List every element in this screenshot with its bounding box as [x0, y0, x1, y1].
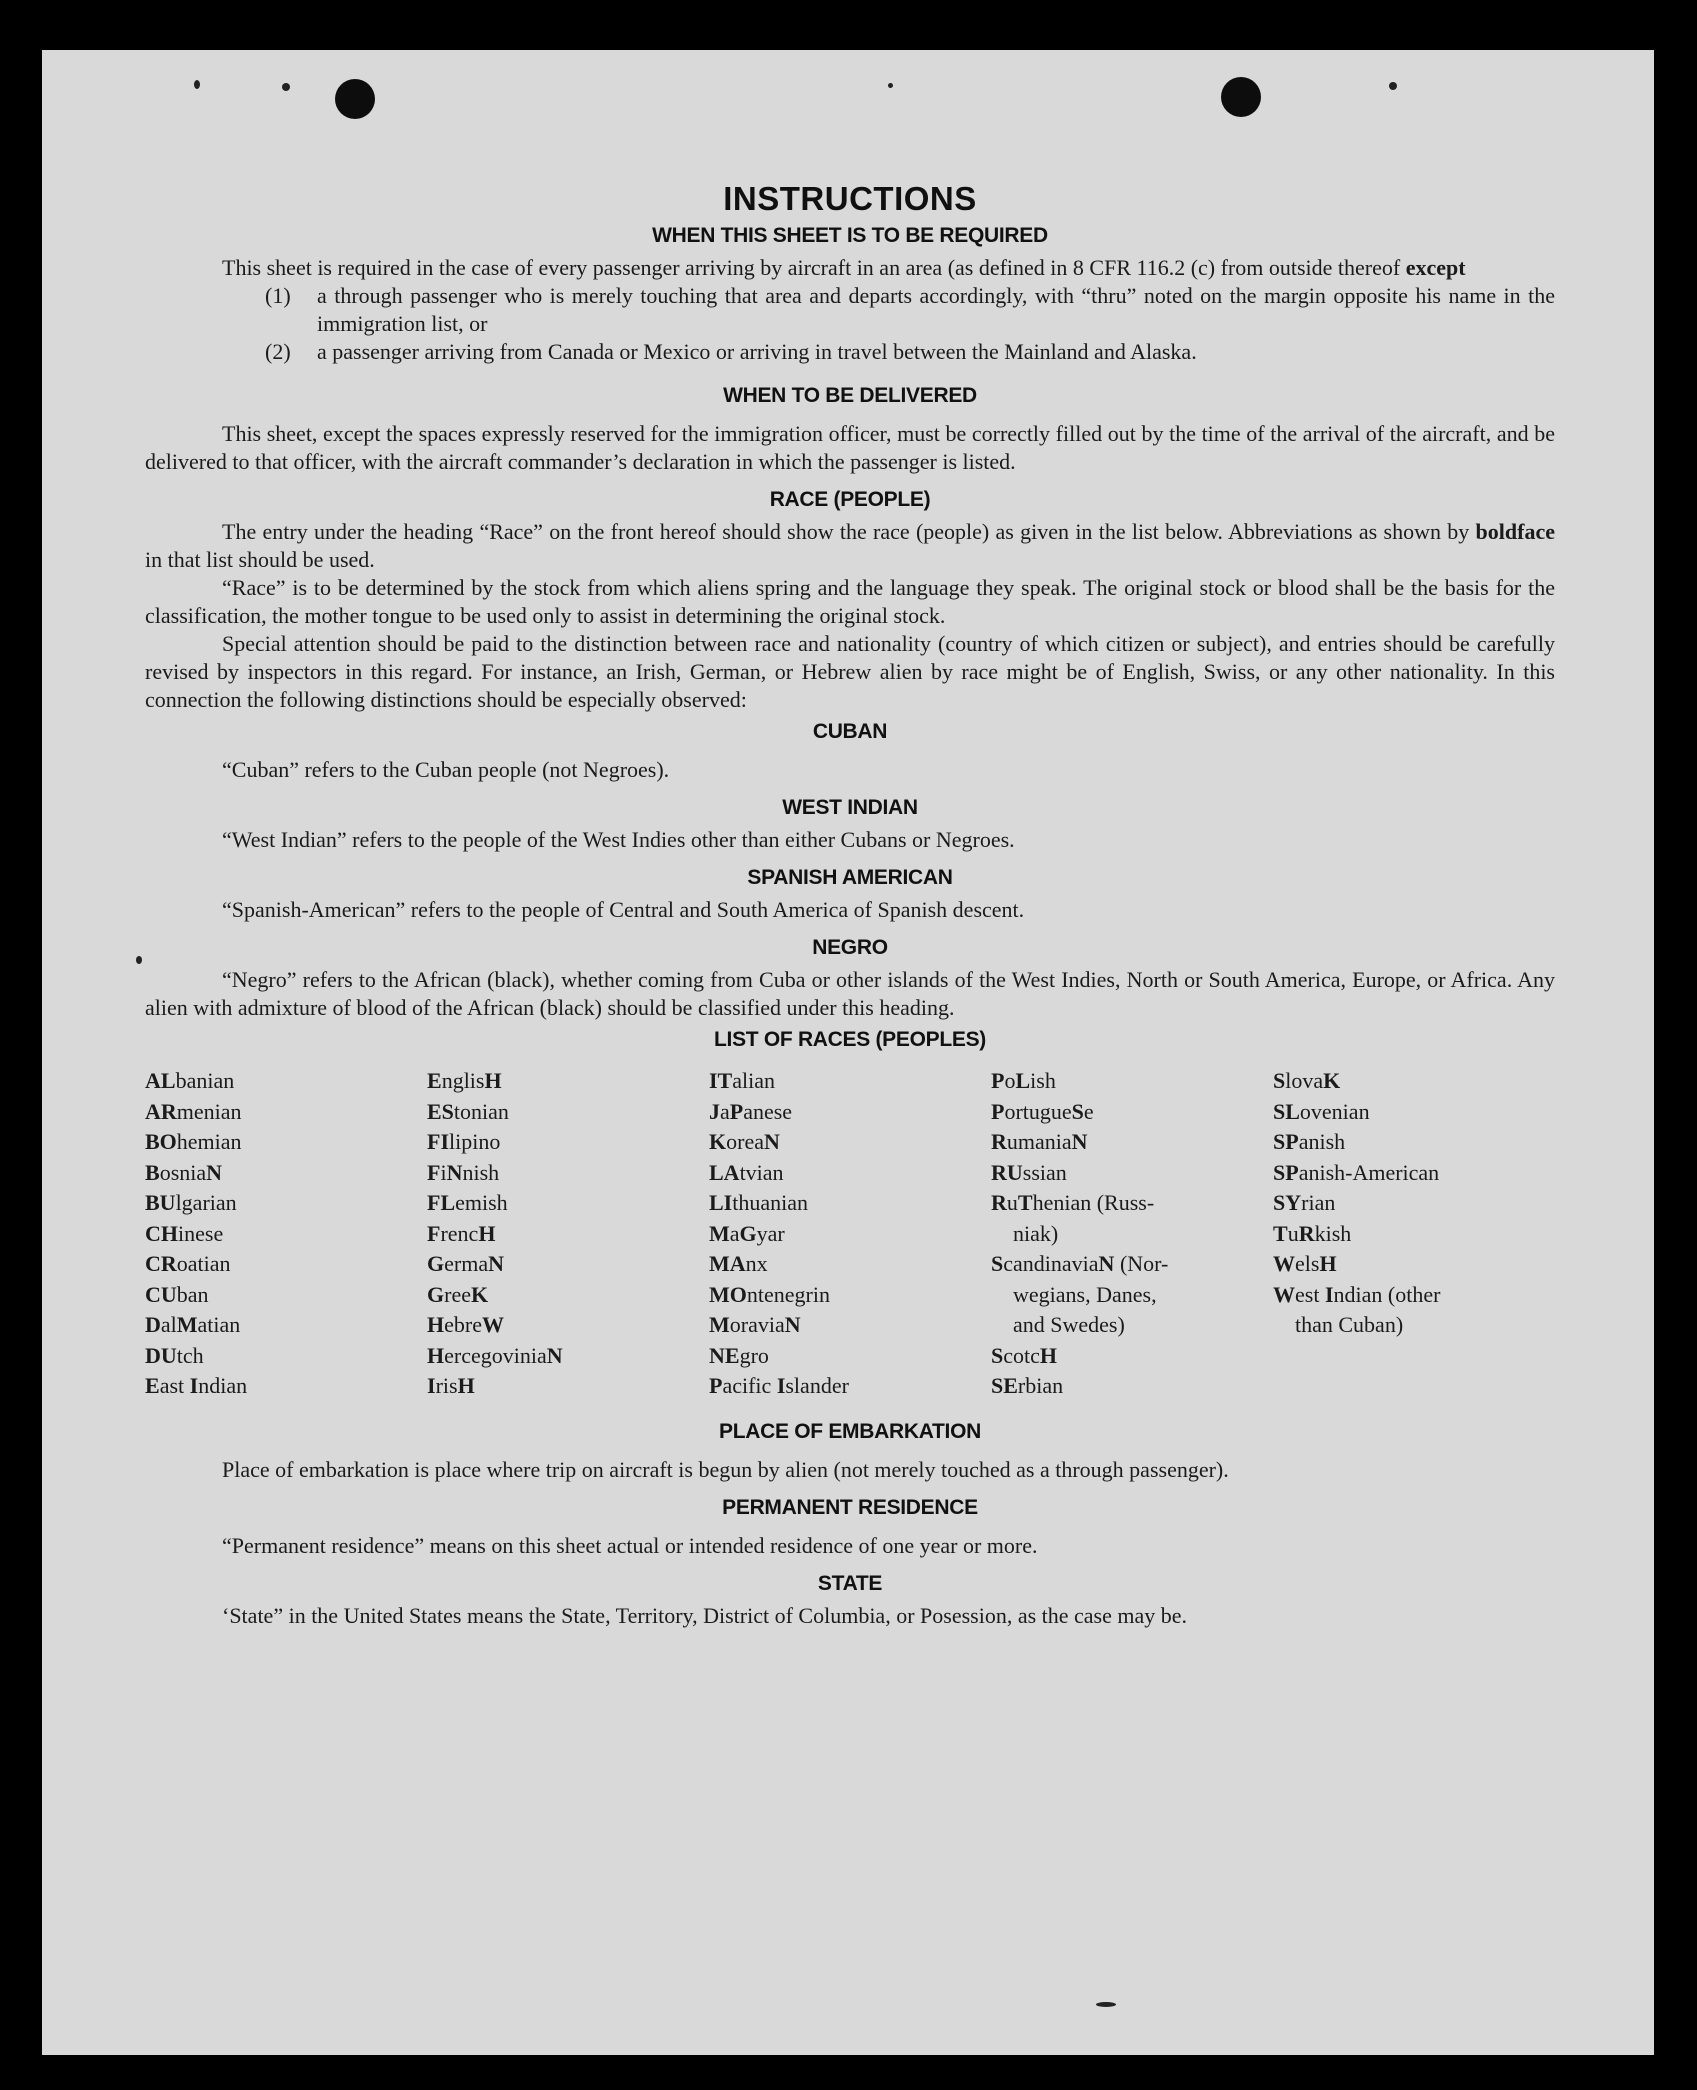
- speck: [888, 83, 893, 88]
- document-page: [42, 50, 1654, 2055]
- race-entry: RumaniaN: [991, 1129, 1088, 1154]
- race-entry: NEgro: [709, 1342, 769, 1368]
- race-entry: HercegoviniaN: [427, 1342, 563, 1368]
- heading-permanent-residence: PERMANENT RESIDENCE: [722, 1495, 978, 1519]
- heading-race: RACE (PEOPLE): [769, 488, 931, 511]
- race-list: [145, 1066, 1555, 1402]
- paragraph-state: ‘State” in the United States means the State, Territory, District of Columbia, or Posession, as the case may be.: [222, 1602, 1188, 1628]
- speck: [136, 956, 142, 964]
- race-column: [145, 1066, 427, 1402]
- race-entry: PoLish: [991, 1068, 1056, 1093]
- race-entry: GreeK: [427, 1281, 489, 1307]
- race-entry: SPanish: [1273, 1129, 1346, 1154]
- race-entry: BOhemian: [145, 1129, 242, 1154]
- race-entry: JaPanese: [709, 1098, 793, 1124]
- race-entry: ALbanian: [145, 1068, 235, 1093]
- race-entry: BosniaN: [145, 1159, 223, 1185]
- race-column: [991, 1066, 1273, 1402]
- race-entry: CRoatian: [145, 1251, 231, 1276]
- race-entry: ScotcH: [991, 1342, 1058, 1368]
- race-entry: IrisH: [427, 1373, 475, 1398]
- heading-when-delivered: WHEN TO BE DELIVERED: [723, 384, 977, 407]
- race-entry: EnglisH: [427, 1068, 502, 1093]
- race-entry: LIthuanian: [709, 1190, 809, 1215]
- speck: [194, 80, 200, 89]
- heading-state: STATE: [817, 1571, 883, 1595]
- race-entry: MOntenegrin: [709, 1281, 830, 1307]
- race-entry: CUban: [145, 1281, 209, 1307]
- paragraph-spanish-american: “Spanish-American” refers to the people of Central and South America of Spanish descent.: [222, 897, 1025, 922]
- race-entry: FIlipino: [427, 1129, 501, 1154]
- paragraph-race-3: Special attention should be paid to the distinction between race and nationality (country of which citizen or subject), and entries should be carefully revised by inspectors in this regard. For instance, an Irish, German, or Hebrew alien by race might be of English, Swiss, or any other nationality. In this connection the following distinctions should be especially observed:: [145, 631, 1555, 712]
- race-entry: CHinese: [145, 1220, 224, 1246]
- race-entry: DUtch: [145, 1342, 204, 1368]
- race-entry: KoreaN: [709, 1129, 780, 1154]
- race-entry: FLemish: [427, 1190, 508, 1215]
- punch-hole-right: [1221, 77, 1261, 117]
- paragraph-when-required: This sheet is required in the case of every passenger arriving by aircraft in an area (as defined in 8 CFR 116.2 (c) from outside thereof except: [222, 255, 1466, 280]
- race-entry: PortugueSe: [991, 1098, 1094, 1124]
- race-entry: WelsH: [1273, 1251, 1337, 1276]
- paragraph-permanent-residence: “Permanent residence” means on this sheet actual or intended residence of one year or more.: [222, 1532, 1038, 1558]
- race-entry: LAtvian: [709, 1159, 784, 1185]
- race-entry: MoraviaN: [709, 1312, 801, 1337]
- race-entry: TuRkish: [1273, 1220, 1352, 1246]
- race-entry: ARmenian: [145, 1098, 242, 1124]
- heading-when-required: WHEN THIS SHEET IS TO BE REQUIRED: [652, 224, 1048, 247]
- race-entry: HebreW: [427, 1312, 504, 1337]
- paragraph-negro: “Negro” refers to the African (black), whether coming from Cuba or other islands of the West Indies, North or South America, Europe, or Africa. Any alien with admixture of blood of the African (black) should be classified under this heading.: [145, 967, 1555, 1020]
- race-entry: DalMatian: [145, 1312, 241, 1337]
- page-title: INSTRUCTIONS: [723, 180, 977, 217]
- race-entry: SPanish-American: [1273, 1159, 1440, 1185]
- race-entry: RuThenian (Russ-: [991, 1190, 1155, 1215]
- race-entry: EStonian: [427, 1098, 509, 1124]
- heading-spanish-american: SPANISH AMERICAN: [747, 866, 953, 889]
- race-entry: FiNnish: [427, 1159, 500, 1185]
- paragraph-race-2: “Race” is to be determined by the stock from which aliens spring and the language they speak. The original stock or blood shall be the basis for the classification, the mother tongue to be used only to assist in determining the original stock.: [145, 575, 1555, 628]
- paragraph-embarkation: Place of embarkation is place where trip on aircraft is begun by alien (not merely touched as a through passenger).: [222, 1456, 1229, 1482]
- speck: [282, 83, 290, 91]
- heading-list-of-races: LIST OF RACES (PEOPLES): [714, 1028, 986, 1051]
- paragraph-west-indian: “West Indian” refers to the people of the West Indies other than either Cubans or Negroes.: [222, 827, 1015, 852]
- race-column: [1273, 1066, 1555, 1402]
- race-column: [709, 1066, 991, 1402]
- race-entry: FrencH: [427, 1220, 496, 1246]
- race-entry: MAnx: [709, 1251, 768, 1276]
- heading-embarkation: PLACE OF EMBARKATION: [719, 1419, 981, 1443]
- paragraph-when-delivered: This sheet, except the spaces expressly reserved for the immigration officer, must be correctly filled out by the time of the arrival of the aircraft, and be delivered to that officer, with the aircraft commander’s declaration in which the passenger is listed.: [145, 421, 1555, 474]
- race-entry: SYrian: [1273, 1190, 1336, 1215]
- speck: [1096, 2002, 1116, 2007]
- race-entry: SLovenian: [1273, 1098, 1370, 1124]
- heading-west-indian: WEST INDIAN: [782, 796, 918, 819]
- race-entry: RUssian: [991, 1159, 1067, 1185]
- race-entry: BUlgarian: [145, 1190, 237, 1215]
- instructions-content: [145, 180, 1555, 1630]
- paragraph-race-1: The entry under the heading “Race” on the front hereof should show the race (people) as given in the list below. Abbreviations as shown by boldface in that list should be used.: [145, 519, 1555, 572]
- race-entry: SErbian: [991, 1373, 1064, 1398]
- list-item-1: (1) a through passenger who is merely touching that area and departs accordingly, with “thru” noted on the margin opposite his name in the immigration list, or: [265, 283, 1555, 336]
- race-entry: Pacific Islander: [709, 1373, 849, 1398]
- heading-cuban: CUBAN: [812, 720, 888, 743]
- race-entry-continued: wegians, Danes,: [1013, 1281, 1157, 1307]
- heading-negro: NEGRO: [812, 936, 888, 959]
- race-entry-continued: niak): [1013, 1220, 1059, 1246]
- race-entry: West Indian (other: [1273, 1281, 1441, 1307]
- race-entry: ITalian: [709, 1068, 776, 1093]
- race-entry: MaGyar: [709, 1220, 785, 1246]
- race-column: [427, 1066, 709, 1402]
- speck: [1389, 82, 1397, 90]
- race-entry: ScandinaviaN (Nor-: [991, 1251, 1169, 1276]
- race-entry: East Indian: [145, 1373, 248, 1398]
- race-entry: SlovaK: [1273, 1068, 1341, 1093]
- race-entry-continued: and Swedes): [1013, 1312, 1125, 1337]
- race-entry-continued: than Cuban): [1295, 1312, 1404, 1337]
- paragraph-cuban: “Cuban” refers to the Cuban people (not Negroes).: [222, 757, 670, 782]
- list-item-2: (2) a passenger arriving from Canada or Mexico or arriving in travel between the Mainland and Alaska.: [265, 339, 1197, 364]
- punch-hole-left: [335, 79, 375, 119]
- race-entry: GermaN: [427, 1251, 504, 1276]
